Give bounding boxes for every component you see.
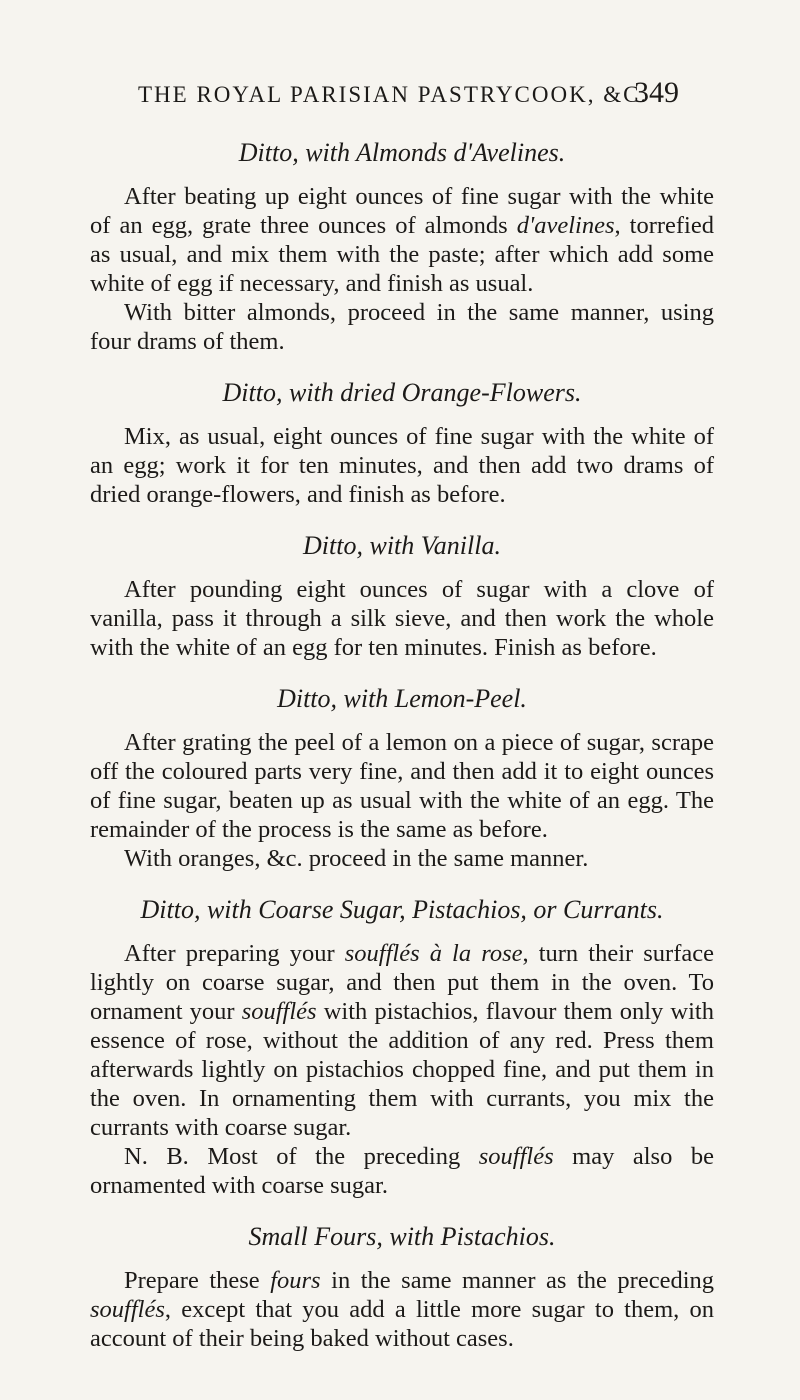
recipe-orange-flowers [90,378,714,509]
paragraph [90,1142,714,1200]
recipe-heading: Ditto, with Almonds d'Avelines. [238,138,566,167]
text-run: After beating up eight ounces of fine sugar with the white of an egg, grate three ounces of almonds [90,183,714,239]
recipe-small-fours [90,1222,714,1353]
paragraph: After grating the peel of a lemon on a piece of sugar, scrape off the coloured parts very fine, and then add it to eight ounces of fine sugar, beaten up as usual with the white of an egg. The remainder of the process is the same as before. [90,729,714,843]
recipe-vanilla [90,531,714,662]
paragraph: With bitter almonds, proceed in the same manner, using four drams of them. [90,299,714,355]
recipe-almonds [90,138,714,356]
text-run: Prepare these [124,1267,271,1294]
text-run: , turn their surface lightly on coarse sugar, and then put them in the oven. To ornament your [90,940,714,1025]
recipe-heading: Ditto, with Vanilla. [303,531,501,560]
page-number: 349 [634,76,679,109]
recipe-heading: Ditto, with dried Orange-Flowers. [222,378,582,407]
text-run: may also be ornamented with coarse sugar. [90,1143,714,1199]
recipe-heading: Small Fours, with Pistachios. [248,1222,556,1251]
italic-term: fours [270,1267,321,1294]
recipe-lemon-peel [90,684,714,873]
italic-term: soufflés [241,998,317,1025]
italic-term: d'avelines [516,212,615,239]
text-run: , torrefied as usual, and mix them with the paste; after which add some white of egg if necessary, and finish as usual. [90,212,714,297]
italic-term: soufflés [90,1296,165,1323]
paragraph: After pounding eight ounces of sugar with a clove of vanilla, pass it through a silk sieve, and then work the whole with the white of an egg for ten minutes. Finish as before. [90,576,714,661]
text-run: After preparing your [124,940,345,967]
running-header [0,76,800,122]
recipe-heading: Ditto, with Lemon-Peel. [277,684,527,713]
paragraph [90,1266,714,1353]
paragraph [90,182,714,298]
italic-term: soufflés [478,1143,554,1170]
recipe-coarse-sugar [90,895,714,1200]
text-run: , except that you add a little more sugar to them, on account of their being baked without cases. [90,1296,714,1352]
paragraph: Mix, as usual, eight ounces of fine sugar with the white of an egg; work it for ten minutes, and then add two drams of dried orange-flowers, and finish as before. [90,423,714,508]
recipe-heading: Ditto, with Coarse Sugar, Pistachios, or Currants. [140,895,664,924]
italic-term: soufflés à la rose [344,940,523,967]
paragraph: With oranges, &c. proceed in the same manner. [124,845,589,872]
text-run: in the same manner as the preceding [320,1267,714,1294]
page-body [90,138,714,1375]
text-run: with pistachios, flavour them only with essence of rose, without the addition of any red. Press them afterwards lightly on pistachios chopped fine, and put them in the oven. In ornamenting them with currants, you mix the currants with coarse sugar. [90,998,714,1141]
paragraph [90,939,714,1142]
text-run: N. B. Most of the preceding [124,1143,479,1170]
running-title: THE ROYAL PARISIAN PASTRYCOOK, &C. [138,82,649,107]
